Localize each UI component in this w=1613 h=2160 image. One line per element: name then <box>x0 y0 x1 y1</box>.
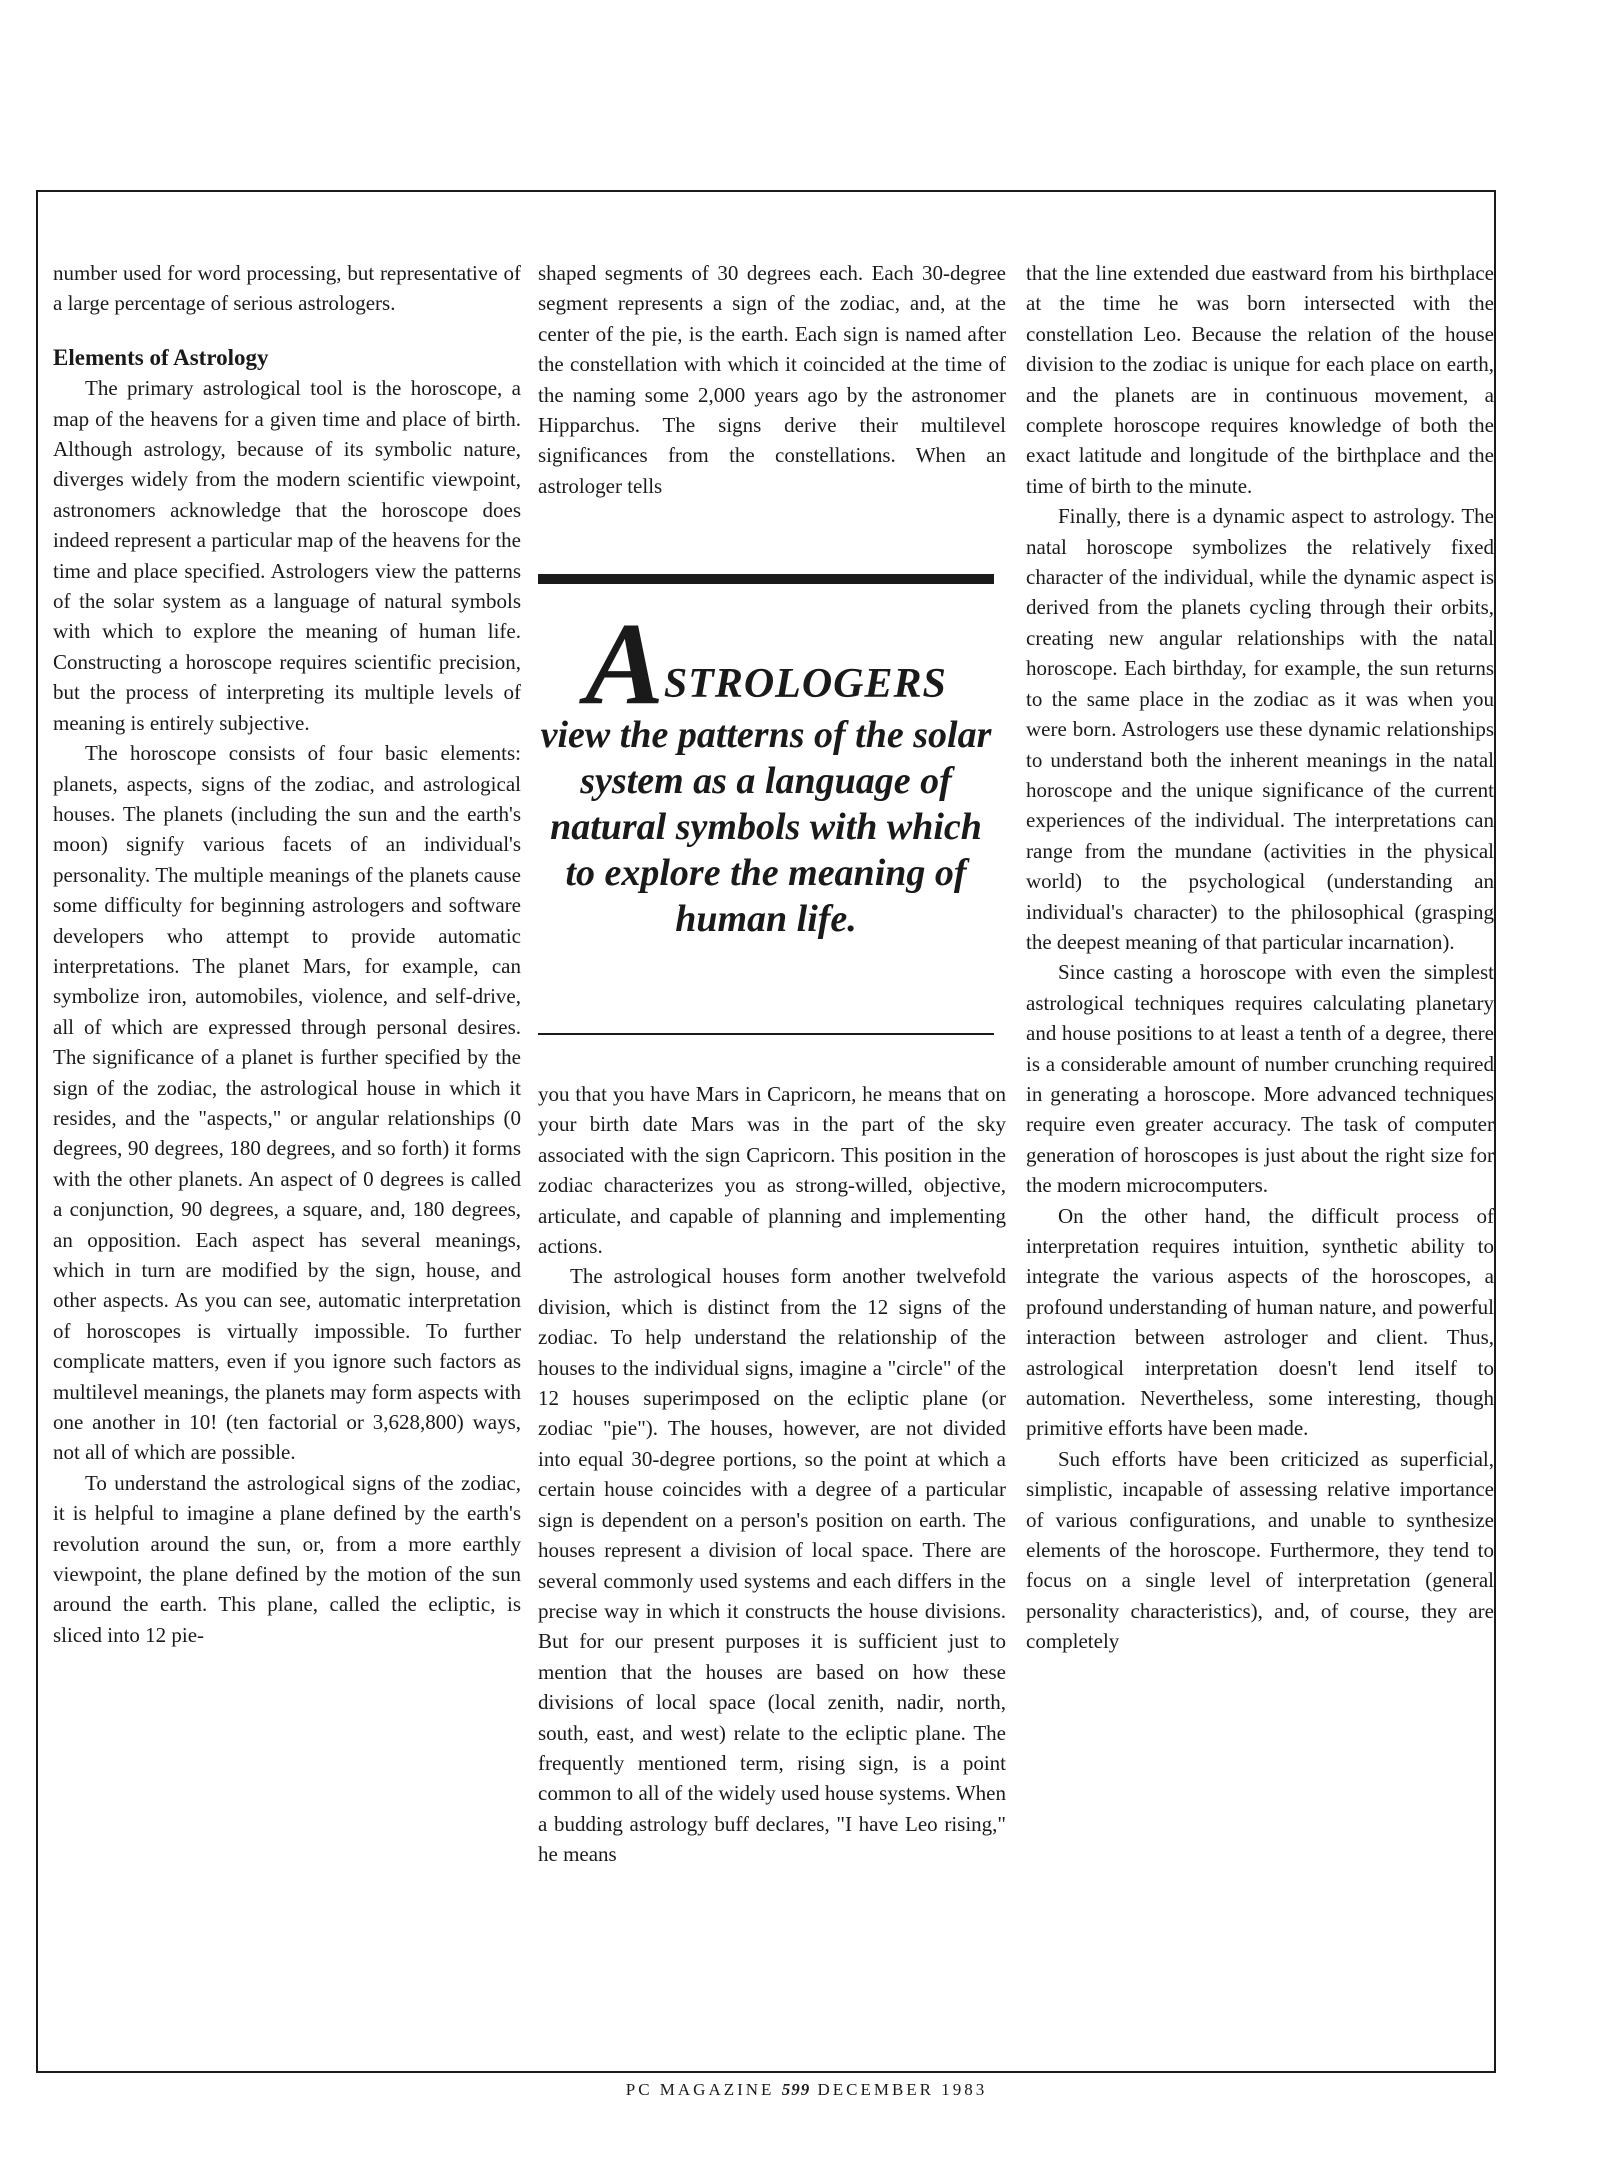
pull-quote-first-word-rest: STROLOGERS <box>663 661 947 707</box>
column-3 <box>1026 258 1494 1657</box>
column-2-bottom <box>538 1079 1006 1870</box>
paragraph: you that you have Mars in Capricorn, he means that on your birth date Mars was in the part of the sky associated with the sign Capricorn. This position in the zodiac characterizes you as strong-willed, objective, articulate, and capable of planning and implementing actions. <box>538 1082 1006 1259</box>
paragraph: The astrological houses form another twelvefold division, which is distinct from the 12 signs of the zodiac. To help understand the relationship of the houses to the individual signs, imagine a "circle" of the 12 houses superimposed on the ecliptic plane (or zodiac "pie"). The houses, however, are not divided into equal 30-degree portions, so the point at which a certain house coincides with a degree of a particular sign is dependent on a person's position on earth. The houses represent a division of local space. There are several commonly used systems and each differs in the precise way in which it constructs the house divisions. But for our present purposes it is sufficient just to mention that the houses are based on how these divisions of local space (local zenith, nadir, north, south, east, and west) relate to the ecliptic plane. The frequently mentioned term, rising sign, is a point common to all of the widely used house systems. When a budding astrology buff declares, "I have Leo rising," he means <box>538 1264 1006 1867</box>
pull-quote-top-rule <box>538 574 994 584</box>
pull-quote-first-word <box>585 598 947 729</box>
pull-quote <box>538 574 994 1044</box>
issue-date: DECEMBER 1983 <box>817 2080 988 2099</box>
page-footer <box>0 2080 1613 2100</box>
paragraph: Such efforts have been criticized as superficial, simplistic, incapable of assessing relative importance of various configurations, and unable to synthesize elements of the horoscope. Furthermore, they tend to focus on a single level of interpretation (general personality characteristics), and, of course, they are completely <box>1026 1446 1494 1654</box>
paragraph: The horoscope consists of four basic elements: planets, aspects, signs of the zodiac, and astrological houses. The planets (including the sun and the earth's moon) signify various facets of an individual's personality. The multiple meanings of the planets cause some difficulty for beginning astrologers and software developers who attempt to provide automatic interpretations. The planet Mars, for example, can symbolize iron, automobiles, violence, and self-drive, all of which are expressed through personal desires. The significance of a planet is further specified by the sign of the zodiac, the astrological house in which it resides, and the "aspects," or angular relationships (0 degrees, 90 degrees, 180 degrees, and so forth) it forms with the other planets. An aspect of 0 degrees is called a conjunction, 90 degrees, a square, and, 180 degrees, an opposition. Each aspect has several meanings, which in turn are modified by the sign, house, and other aspects. As you can see, automatic interpretation of horoscopes is virtually impossible. To further complicate matters, even if you ignore such factors as multilevel meanings, the planets may form aspects with one another in 10! (ten factorial or 3,628,800) ways, not all of which are possible. <box>53 741 521 1465</box>
paragraph: number used for word processing, but representative of a large percentage of serious astrologers. <box>53 261 521 316</box>
pull-quote-body: view the patterns of the solar system as a language of natural symbols with which to explore the meaning of human life. <box>540 714 992 940</box>
paragraph: The primary astrological tool is the horoscope, a map of the heavens for a given time and place of birth. Although astrology, because of its symbolic nature, diverges widely from the modern scientific viewpoint, astronomers acknowledge that the horoscope does indeed represent a particular map of the heavens for the time and place specified. Astrologers view the patterns of the solar system as a language of natural symbols with which to explore the meaning of human life. Constructing a horoscope requires scientific precision, but the process of interpreting its multiple levels of meaning is entirely subjective. <box>53 376 521 735</box>
column-2-top <box>538 258 1006 501</box>
pull-quote-bottom-rule <box>538 1033 994 1035</box>
paragraph: Finally, there is a dynamic aspect to astrology. The natal horoscope symbolizes the relatively fixed character of the individual, while the dynamic aspect is derived from the planets cycling through their orbits, creating new angular relationships with the natal horoscope. Each birthday, for example, the sun returns to the same place in the zodiac as it was when you were born. Astrologers use these dynamic relationships to understand both the inherent meanings in the natal horoscope and the unique significance of the current experiences of the individual. The interpretations can range from the mundane (activities in the physical world) to the psychological (understanding an individual's character) to the philosophical (grasping the deepest meaning of that particular incarnation). <box>1026 504 1494 954</box>
pull-quote-text <box>538 598 994 942</box>
section-heading: Elements of Astrology <box>53 344 269 370</box>
paragraph: Since casting a horoscope with even the simplest astrological techniques requires calculating planetary and house positions to at least a tenth of a degree, there is a considerable amount of number crunching required in generating a horoscope. More advanced techniques require even greater accuracy. The task of computer generation of horoscopes is just about the right size for the modern microcomputers. <box>1026 960 1494 1198</box>
magazine-name: PC MAGAZINE <box>625 2080 775 2099</box>
paragraph: To understand the astrological signs of the zodiac, it is helpful to imagine a plane defined by the earth's revolution around the sun, or, from a more earthly viewpoint, the plane defined by the motion of the sun around the earth. This plane, called the ecliptic, is sliced into 12 pie- <box>53 1470 521 1647</box>
page-number: 599 <box>781 2080 811 2099</box>
column-1 <box>53 258 521 1650</box>
paragraph: shaped segments of 30 degrees each. Each 30-degree segment represents a sign of the zodiac, and, at the center of the pie, is the earth. Each sign is named after the constellation with which it coincided at the time of the naming some 2,000 years ago by the astronomer Hipparchus. The signs derive their multilevel significances from the constellations. When an astrologer tells <box>538 261 1006 498</box>
paragraph: that the line extended due eastward from his birthplace at the time he was born intersected with the constellation Leo. Because the relation of the house division to the zodiac is unique for each place on earth, and the planets are in continuous movement, a complete horoscope requires knowledge of both the exact latitude and longitude of the birthplace and the time of birth to the minute. <box>1026 261 1494 498</box>
drop-cap: A <box>585 598 664 729</box>
paragraph: On the other hand, the difficult process of interpretation requires intuition, synthetic ability to integrate the various aspects of the horoscopes, a profound understanding of human nature, and powerful interaction between astrologer and client. Thus, astrological interpretation doesn't lend itself to automation. Nevertheless, some interesting, though primitive efforts have been made. <box>1026 1203 1494 1441</box>
